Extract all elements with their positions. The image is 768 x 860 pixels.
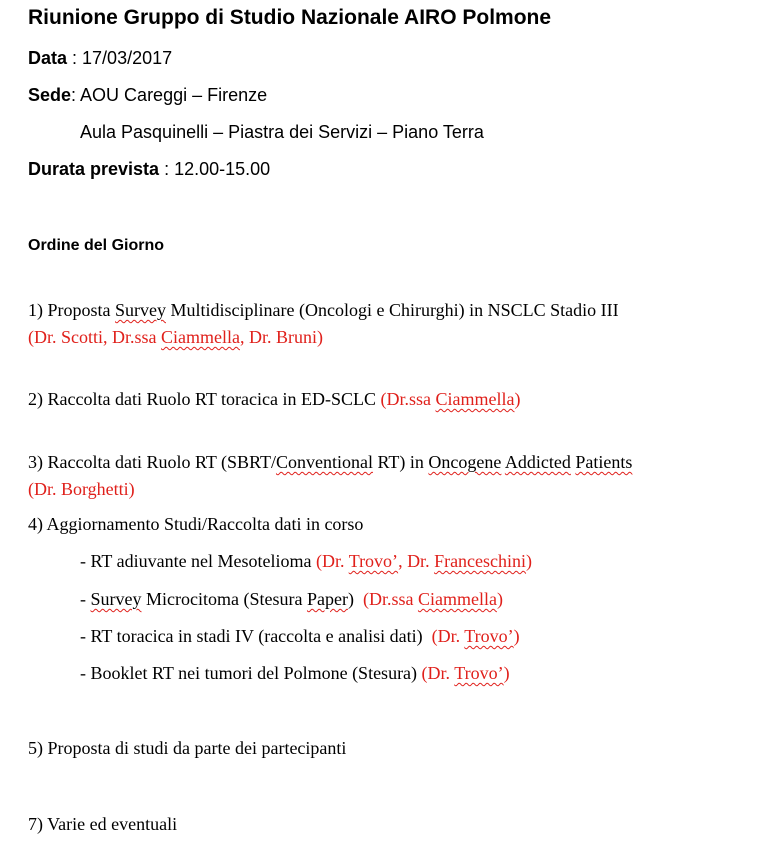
duration-label: Durata prevista bbox=[28, 159, 160, 179]
duration-separator: : bbox=[159, 159, 175, 179]
agenda-item-1 bbox=[28, 300, 619, 321]
sub-2-speakers-c: ) bbox=[496, 589, 503, 609]
sub-2-text-a: - bbox=[80, 589, 91, 609]
sub-2-speakers-a: (Dr.ssa bbox=[362, 589, 418, 609]
agenda-item-1-speakers-c: , Dr. Bruni) bbox=[239, 327, 323, 347]
agenda-item-3-patients: Patients bbox=[575, 452, 633, 472]
sub-1-speakers-c: , Dr. bbox=[398, 551, 435, 571]
agenda-item-4-sub-3 bbox=[80, 626, 520, 647]
sub-1-speakers-a: (Dr. bbox=[316, 551, 349, 571]
agenda-item-1-speakers bbox=[28, 327, 323, 348]
sub-3-text: - RT toracica in stadi IV (raccolta e analisi dati) bbox=[80, 626, 432, 646]
sub-4-speakers-a: (Dr. bbox=[421, 663, 455, 683]
sub-4-text: - Booklet RT nei tumori del Polmone (Stesura) bbox=[80, 663, 422, 683]
sub-2-speakers-b: Ciammella bbox=[417, 589, 497, 609]
agenda-item-5: 5) Proposta di studi da parte dei partecipanti bbox=[28, 738, 347, 758]
date-label: Data bbox=[28, 48, 68, 68]
agenda-item-3-text-c: RT) in bbox=[372, 452, 429, 472]
date-separator: : bbox=[67, 48, 83, 68]
agenda-item-3-text-a: 3) Raccolta dati Ruolo RT (SBRT/ bbox=[28, 452, 276, 472]
sub-2-text-e: ) bbox=[347, 589, 363, 609]
date-line bbox=[28, 48, 172, 69]
sub-1-speakers-e: ) bbox=[526, 551, 533, 571]
sub-4-speakers-c: ) bbox=[503, 663, 510, 683]
agenda-item-1-speakers-a: (Dr. Scotti, Dr.ssa bbox=[28, 327, 161, 347]
sub-3-speakers-a: (Dr. bbox=[431, 626, 465, 646]
agenda-item-3-conventional: Conventional bbox=[275, 452, 373, 472]
sub-3-speakers-b: Trovo’ bbox=[464, 626, 514, 646]
agenda-item-4-sub-1 bbox=[80, 551, 532, 572]
sub-3-speakers-c: ) bbox=[513, 626, 520, 646]
sub-2-text-c: Microcitoma (Stesura bbox=[141, 589, 307, 609]
agenda-item-2-speakers-b: Ciammella bbox=[435, 389, 515, 409]
agenda-item-3 bbox=[28, 452, 632, 473]
sub-1-speakers-d: Franceschini bbox=[434, 551, 527, 571]
agenda-item-3-addicted: Addicted bbox=[504, 452, 571, 472]
agenda-item-2-speakers-c: ) bbox=[514, 389, 521, 409]
duration-line bbox=[28, 159, 270, 180]
sub-1-speakers-b: Trovo’ bbox=[348, 551, 399, 571]
venue-value: AOU Careggi – Firenze bbox=[80, 85, 268, 105]
sub-2-paper: Paper bbox=[306, 589, 348, 609]
agenda-item-2 bbox=[28, 389, 521, 410]
duration-value: 12.00-15.00 bbox=[174, 159, 271, 179]
agenda-item-1-text-a: 1) Proposta bbox=[28, 300, 115, 320]
meeting-title: Riunione Gruppo di Studio Nazionale AIRO Polmone bbox=[28, 6, 552, 29]
sub-4-speakers-b: Trovo’ bbox=[454, 663, 504, 683]
agenda-item-4-sub-4 bbox=[80, 663, 510, 684]
agenda-item-4-sub-2 bbox=[80, 589, 503, 610]
sub-2-survey: Survey bbox=[90, 589, 142, 609]
venue-separator: : bbox=[71, 85, 81, 105]
agenda-item-3-oncogene: Oncogene bbox=[428, 452, 502, 472]
venue-room: Aula Pasquinelli – Piastra dei Servizi – Piano Terra bbox=[80, 122, 484, 142]
agenda-item-3-speakers: (Dr. Borghetti) bbox=[28, 479, 135, 499]
agenda-title: Ordine del Giorno bbox=[28, 237, 165, 254]
date-value: 17/03/2017 bbox=[82, 48, 173, 68]
agenda-item-4: 4) Aggiornamento Studi/Raccolta dati in corso bbox=[28, 514, 364, 534]
agenda-item-2-text: 2) Raccolta dati Ruolo RT toracica in ED-SCLC bbox=[28, 389, 381, 409]
agenda-item-1-text-c: Multidisciplinare (Oncologi e Chirurghi) in NSCLC Stadio III bbox=[166, 300, 619, 320]
agenda-item-2-speakers-a: (Dr.ssa bbox=[380, 389, 436, 409]
sub-1-text: - RT adiuvante nel Mesotelioma bbox=[80, 551, 317, 571]
agenda-item-1-survey: Survey bbox=[115, 300, 166, 320]
venue-label: Sede bbox=[28, 85, 72, 105]
agenda-item-1-speakers-b: Ciammella bbox=[161, 327, 240, 347]
venue-line bbox=[28, 85, 267, 106]
agenda-item-7: 7) Varie ed eventuali bbox=[28, 814, 178, 834]
